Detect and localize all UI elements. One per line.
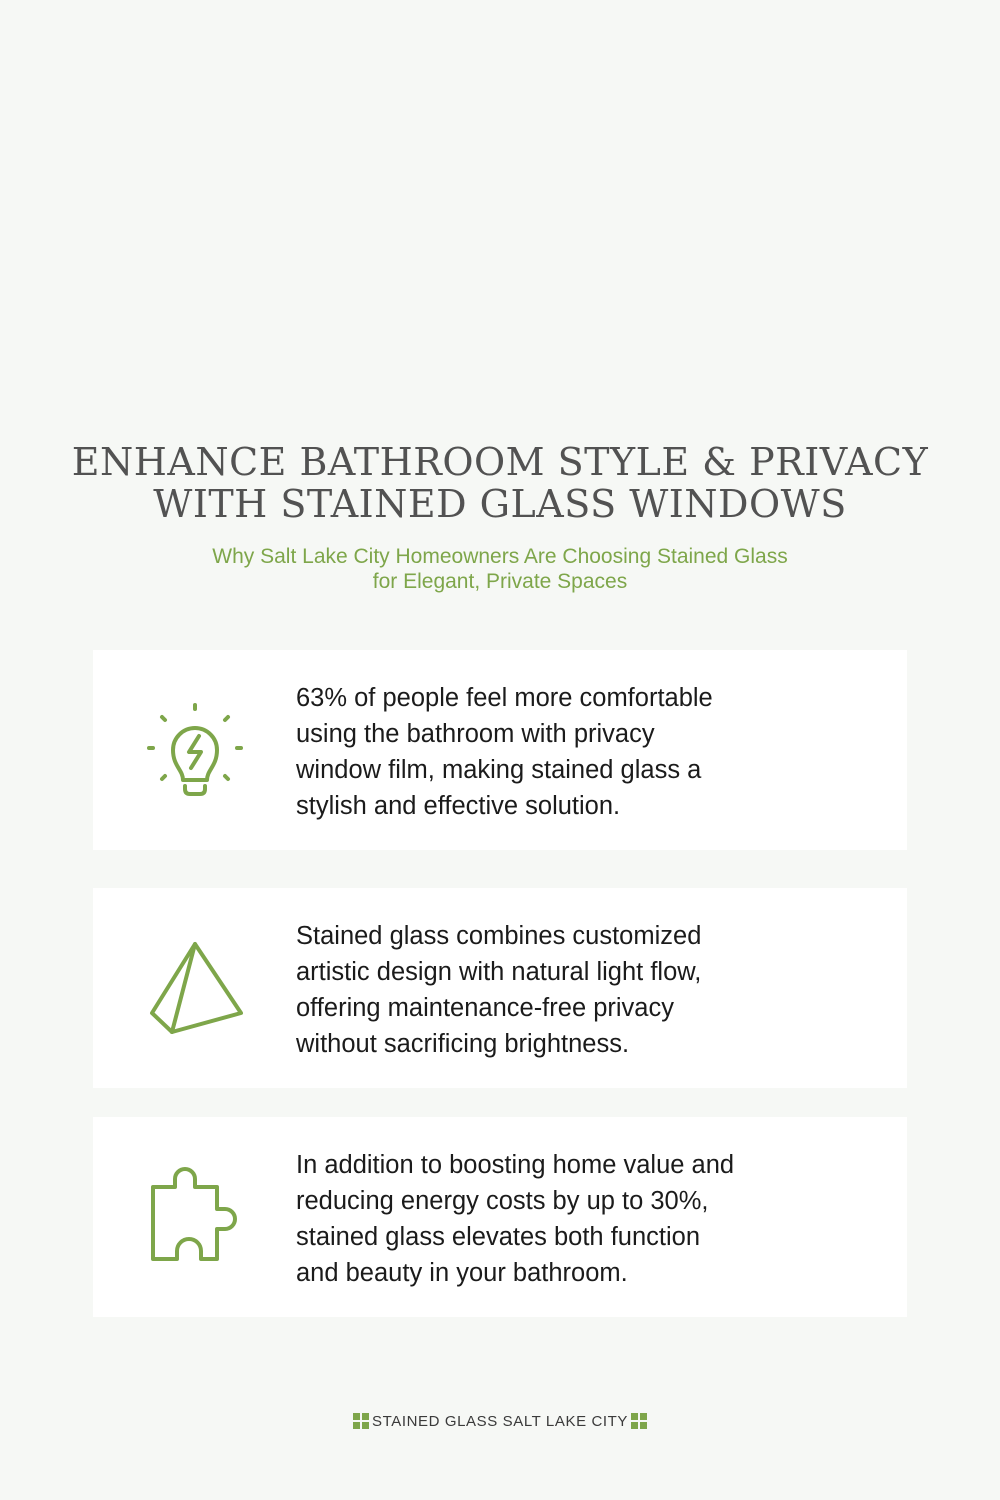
page-subtitle — [0, 544, 1000, 594]
lightbulb-icon — [145, 700, 245, 800]
fact-line: without sacrificing brightness. — [296, 1030, 630, 1058]
fact-line: In addition to boosting home value and — [296, 1151, 735, 1179]
brand-name: STAINED GLASS SALT LAKE CITY — [371, 1412, 629, 1430]
fact-card-home-value — [93, 1117, 907, 1317]
title-line-1: ENHANCE BATHROOM STYLE & PRIVACY — [71, 440, 929, 484]
fact-card-design-light — [93, 888, 907, 1088]
fact-line: artistic design with natural light flow, — [296, 958, 702, 986]
fact-line: reducing energy costs by up to 30%, — [296, 1187, 709, 1215]
title-line-2: WITH STAINED GLASS WINDOWS — [153, 482, 847, 526]
puzzle-piece-icon — [145, 1167, 245, 1267]
window-grid-icon — [353, 1413, 369, 1429]
footer-brand — [0, 1410, 1000, 1432]
fact-line: stylish and effective solution. — [296, 792, 621, 820]
fact-line: window film, making stained glass a — [296, 756, 702, 784]
fact-line: offering maintenance-free privacy — [296, 994, 674, 1022]
page-title — [0, 441, 1000, 525]
pyramid-icon — [145, 938, 245, 1038]
fact-text — [296, 680, 836, 824]
fact-line: and beauty in your bathroom. — [296, 1259, 628, 1287]
subtitle-line-2: for Elegant, Private Spaces — [372, 570, 628, 593]
fact-line: stained glass elevates both function — [296, 1223, 701, 1251]
fact-line: 63% of people feel more comfortable — [296, 684, 713, 712]
window-grid-icon — [631, 1413, 647, 1429]
fact-line: Stained glass combines customized — [296, 922, 702, 950]
subtitle-line-1: Why Salt Lake City Homeowners Are Choosing Stained Glass — [212, 545, 788, 568]
fact-text — [296, 1147, 836, 1291]
fact-card-privacy-comfort — [93, 650, 907, 850]
fact-line: using the bathroom with privacy — [296, 720, 655, 748]
fact-text — [296, 918, 836, 1062]
